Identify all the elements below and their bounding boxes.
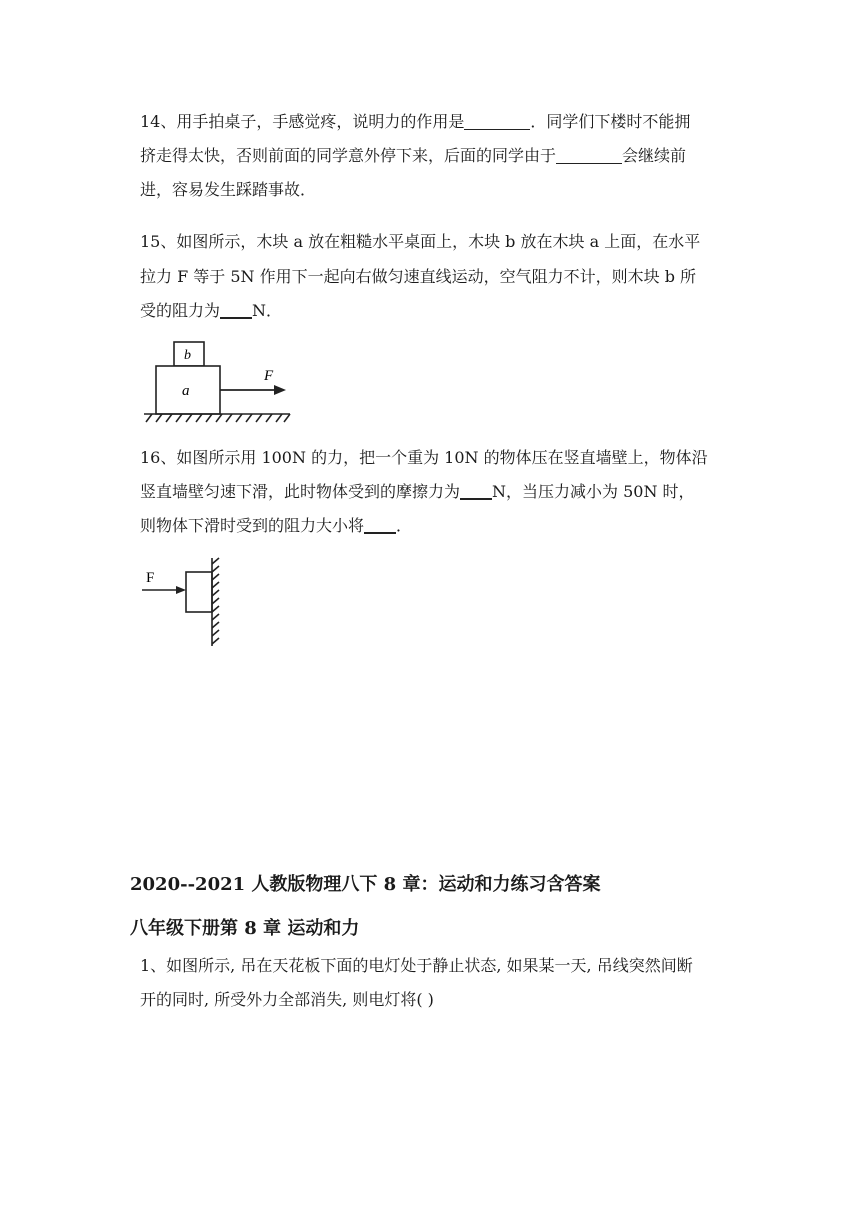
q1-line-2: 开的同时, 所受外力全部消失, 则电灯将( ) [140,990,434,1009]
block-b-label: b [184,348,191,363]
force-arrow [142,586,186,594]
q15-line-2: 拉力 F 等于 5N 作用下一起向右做匀速直线运动，空气阻力不计，则木块 b 所 [140,267,697,286]
section-title: 2020--2021 人教版物理八下 8 章：运动和力练习含答案 [130,874,601,895]
answer-blank[interactable] [364,516,396,534]
block-b [174,342,204,366]
force-arrow [220,368,286,395]
answer-blank[interactable] [556,147,622,164]
answer-blank[interactable] [464,113,530,130]
block-a [156,366,220,414]
q14-line-1: 14、用手拍桌子，手感觉疼，说明力的作用是 ．同学们下楼时不能拥 [140,112,691,131]
q14-line-2: 挤走得太快，否则前面的同学意外停下来，后面的同学由于 会继续前 [140,146,687,165]
answer-blank[interactable] [460,482,492,500]
q1-line-1: 1、如图所示, 吊在天花板下面的电灯处于静止状态, 如果某一天, 吊线突然间断 [140,956,693,975]
q15-line-3: 受的阻力为 N． [140,301,283,320]
vertical-wall [212,558,219,646]
block-against-wall-figure [140,558,230,648]
q14-line-3: 进，容易发生踩踏事故． [140,180,317,199]
section-subtitle: 八年级下册第 8 章 运动和力 [130,918,360,939]
block-a-label: a [182,383,190,399]
force-label: F [146,570,155,586]
answer-blank[interactable] [220,301,252,319]
force-label: F [264,368,274,384]
q16-line-3: 则物体下滑时受到的阻力大小将 ． [140,516,413,535]
table-surface [144,414,290,422]
pressed-block [186,572,212,612]
q16-line-1: 16、如图所示用 100N 的力，把一个重为 10N 的物体压在竖直墙壁上，物体沿 [140,448,708,467]
blocks-on-table-figure [140,338,300,422]
q16-line-2: 竖直墙壁匀速下滑，此时物体受到的摩擦力为 N，当压力减小为 50N 时， [140,482,695,501]
q15-line-1: 15、如图所示，木块 a 放在粗糙水平桌面上，木块 b 放在木块 a 上面，在水平 [140,232,701,251]
